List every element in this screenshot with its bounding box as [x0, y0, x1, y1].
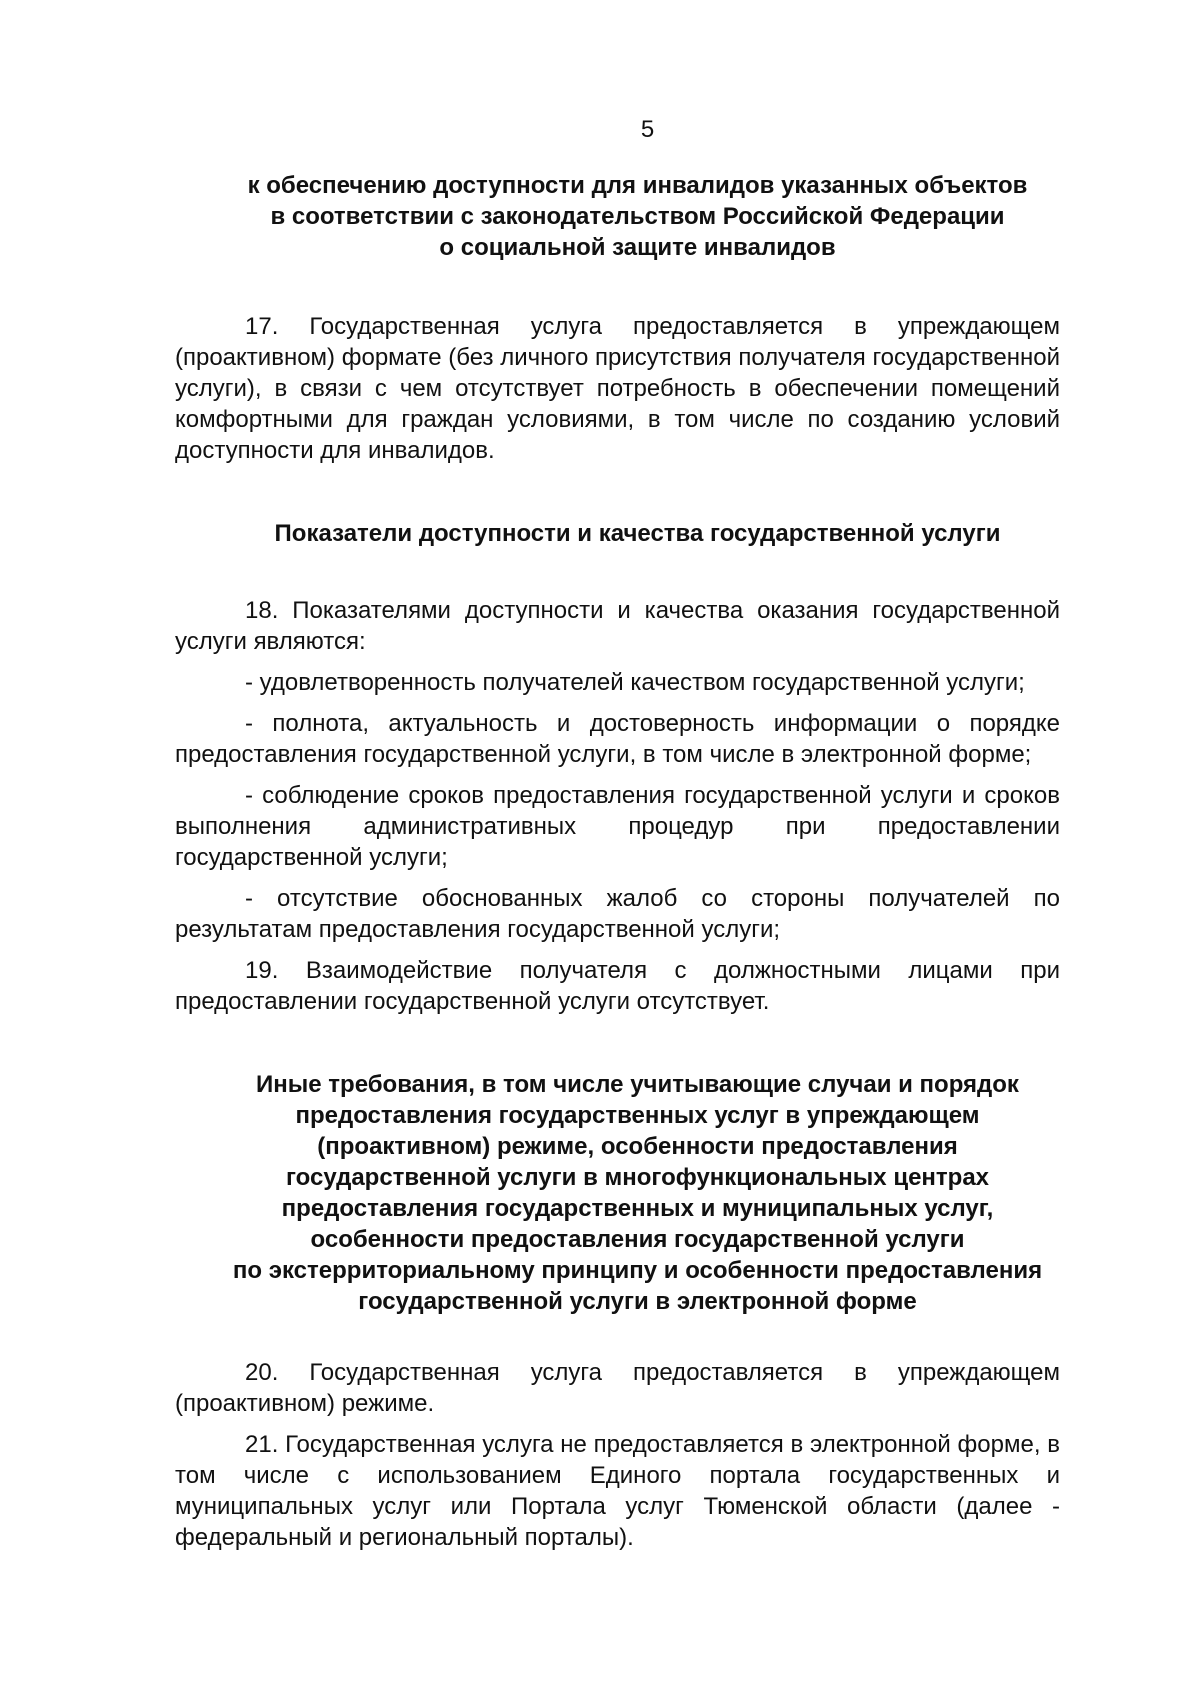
heading-line: к обеспечению доступности для инвалидов указанных объектов	[247, 172, 1028, 199]
paragraph-21: 21. Государственная услуга не предоставляется в электронной форме, в том числе с использованием Единого портала государственных и муниципальных услуг или Портала услуг Тюменской области (далее - федеральный и региональный порталы).	[175, 1431, 1060, 1551]
heading-line: в соответствии с законодательством Российской Федерации	[270, 203, 1005, 230]
heading-line: (проактивном) режиме, особенности предоставления	[317, 1133, 958, 1160]
heading-line: Иные требования, в том числе учитывающие случаи и порядок	[256, 1071, 1019, 1098]
list-item-18-3: - соблюдение сроков предоставления государственной услуги и сроков выполнения административных процедур при предоставлении государственной услуги;	[175, 782, 1060, 871]
list-item-18-4: - отсутствие обоснованных жалоб со стороны получателей по результатам предоставления государственной услуги;	[175, 885, 1060, 943]
heading-line: Показатели доступности и качества государственной услуги	[274, 520, 1001, 547]
page-number: 5	[640, 116, 655, 143]
heading-line: предоставления государственных услуг в упреждающем	[295, 1102, 980, 1129]
section-heading-accessibility	[215, 170, 1060, 263]
list-item-18-2: - полнота, актуальность и достоверность информации о порядке предоставления государственной услуги, в том числе в электронной форме;	[175, 710, 1060, 768]
heading-line: по экстерриториальному принципу и особенности предоставления	[232, 1257, 1043, 1284]
section-heading-indicators	[215, 518, 1060, 549]
heading-line: о социальной защите инвалидов	[439, 234, 836, 261]
paragraph-18: 18. Показателями доступности и качества оказания государственной услуги являются:	[175, 597, 1060, 655]
heading-line: государственной услуги в электронной форме	[358, 1288, 917, 1315]
paragraph-19: 19. Взаимодействие получателя с должностными лицами при предоставлении государственной услуги отсутствует.	[175, 957, 1060, 1015]
list-item-18-1: - удовлетворенность получателей качеством государственной услуги;	[245, 669, 1025, 696]
heading-line: предоставления государственных и муниципальных услуг,	[281, 1195, 994, 1222]
section-heading-other-requirements	[215, 1069, 1060, 1317]
heading-line: государственной услуги в многофункциональных центрах	[285, 1164, 990, 1191]
paragraph-17: 17. Государственная услуга предоставляется в упреждающем (проактивном) формате (без личного присутствия получателя государственной услуги), в связи с чем отсутствует потребность в обеспечении помещений комфортными для граждан условиями, в том числе по созданию условий доступности для инвалидов.	[175, 313, 1060, 464]
heading-line: особенности предоставления государственной услуги	[310, 1226, 965, 1253]
paragraph-20: 20. Государственная услуга предоставляется в упреждающем (проактивном) режиме.	[175, 1359, 1060, 1417]
